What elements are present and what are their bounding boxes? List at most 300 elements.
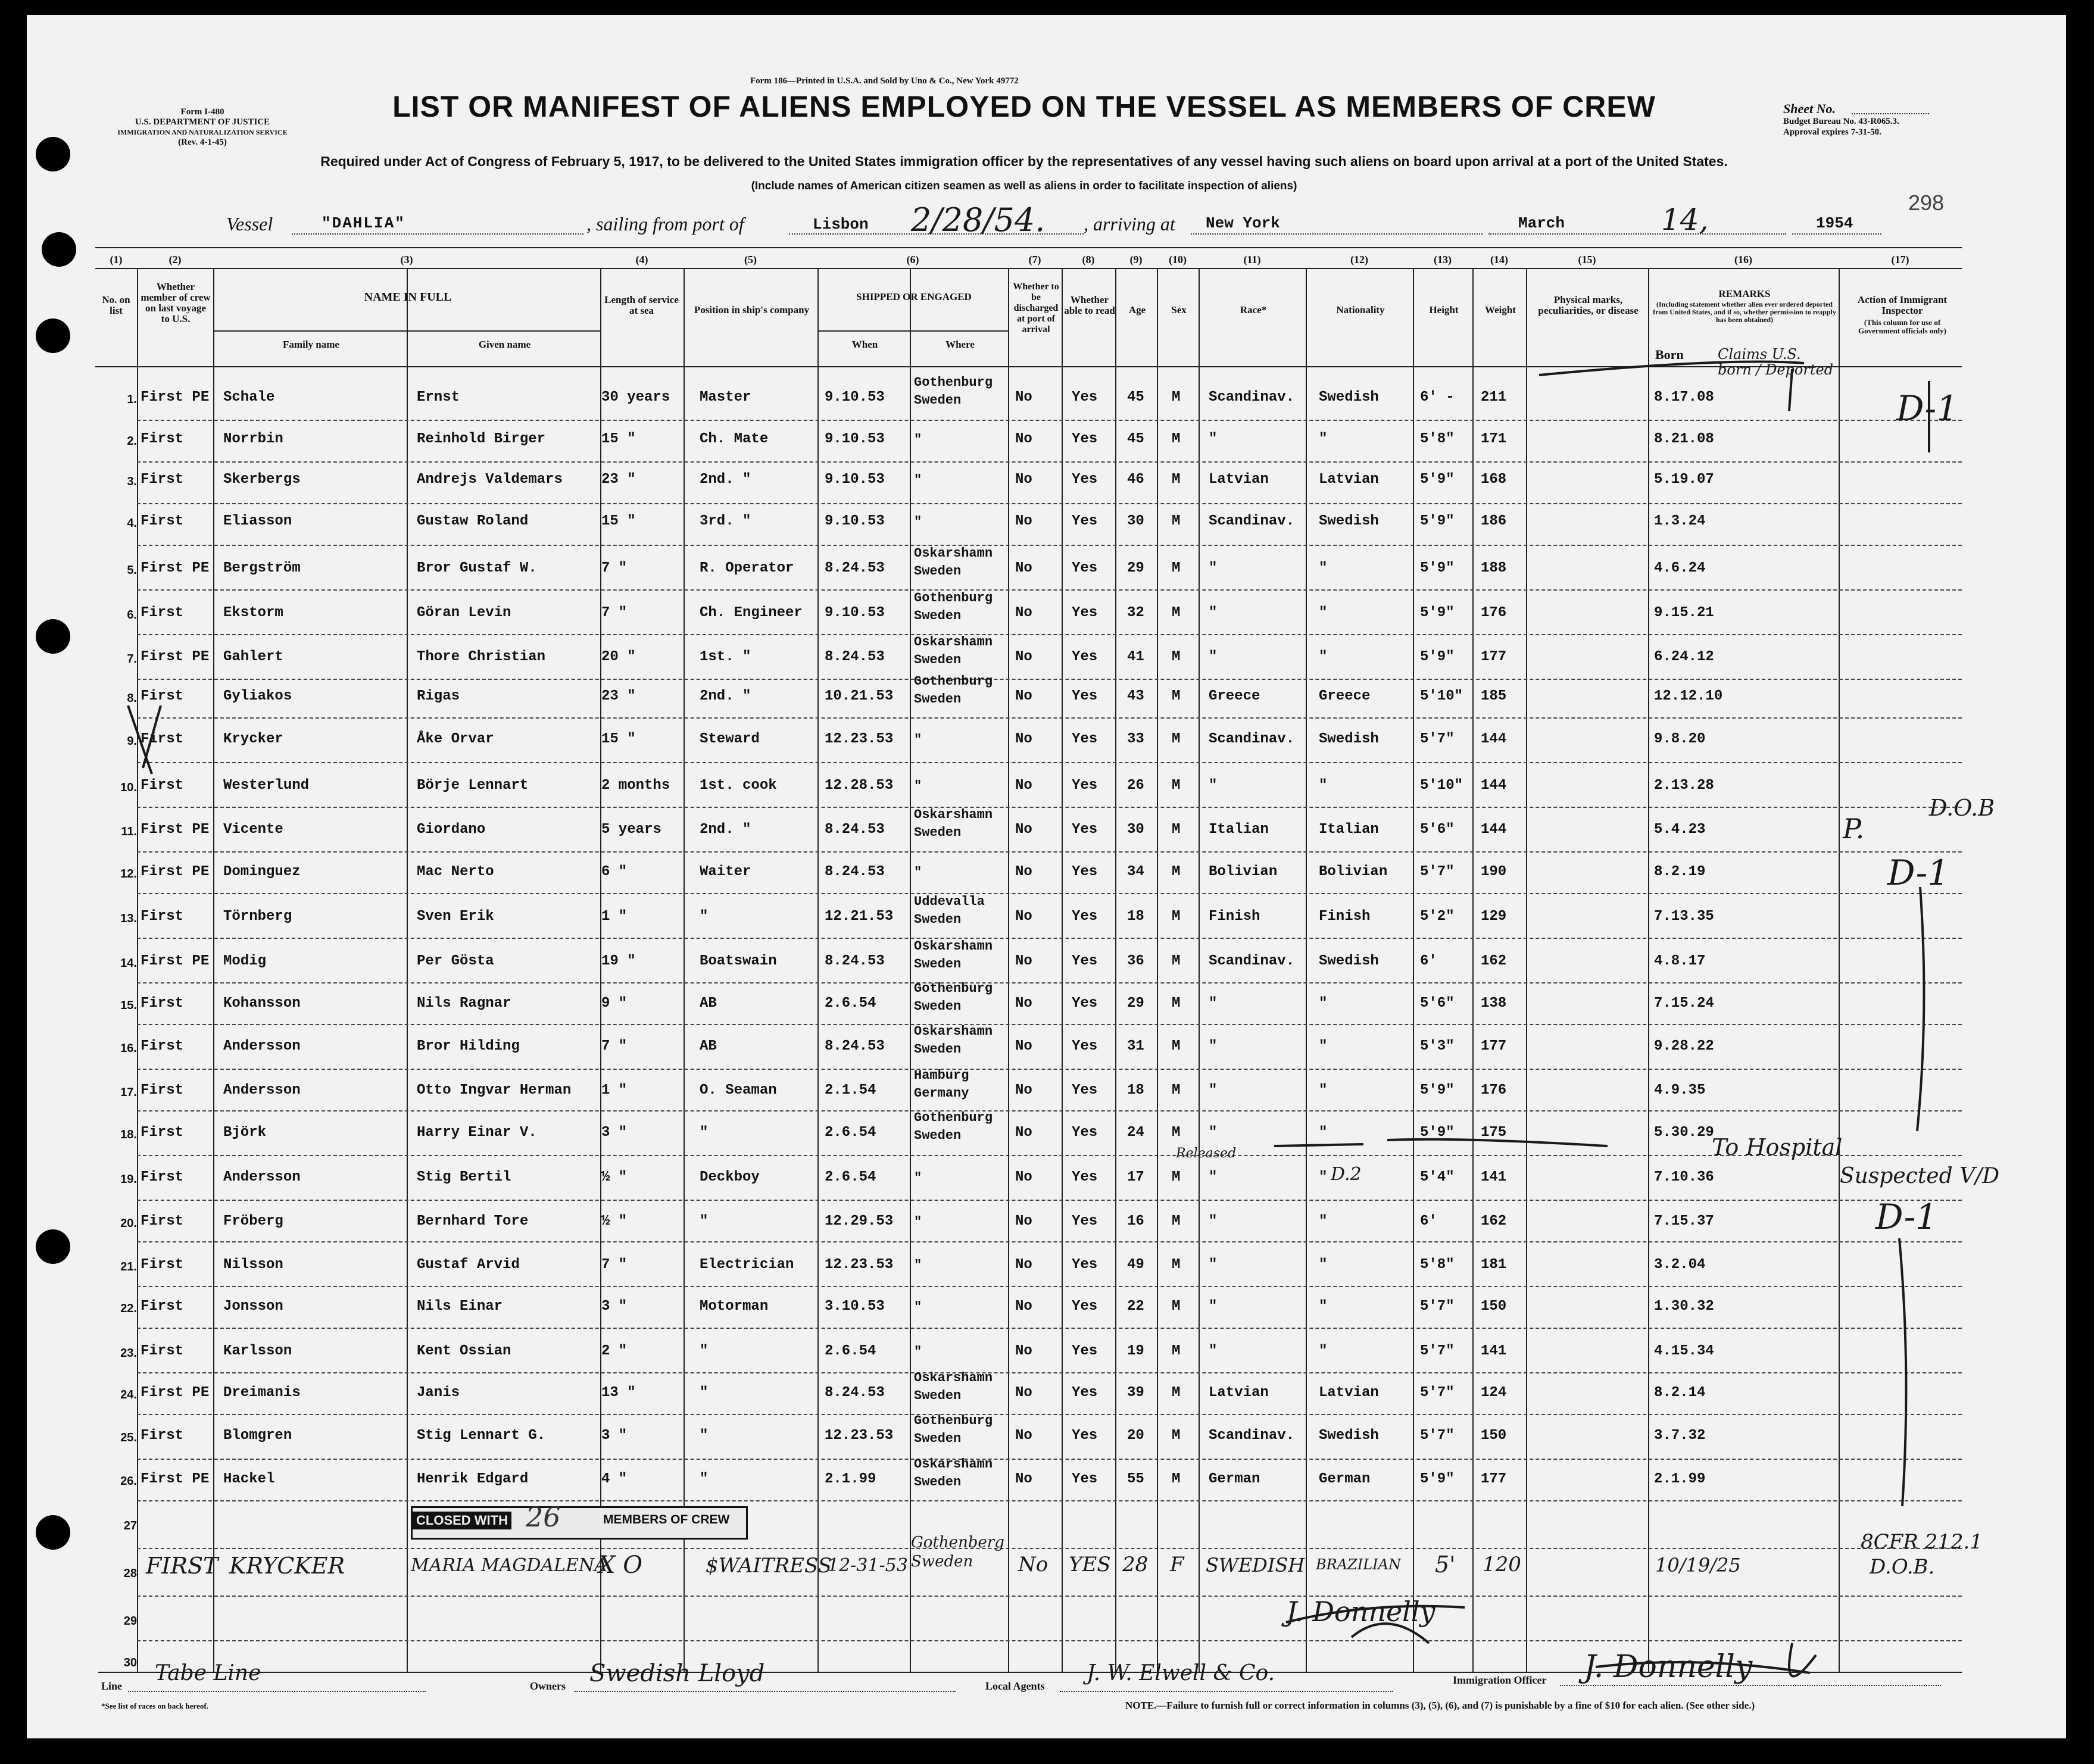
- cell-disch: No: [1015, 560, 1032, 576]
- cell-disch: No: [1015, 688, 1032, 704]
- cell-last: First: [141, 1038, 184, 1054]
- agents-label: Local Agents: [985, 1680, 1045, 1692]
- cell-height: 6': [1420, 953, 1437, 969]
- cell-where: ": [914, 865, 922, 880]
- cell-race: Scandinav.: [1209, 1428, 1295, 1444]
- cell-weight: 141: [1481, 1343, 1507, 1359]
- cell-born: 1.3.24: [1654, 513, 1706, 529]
- cell-disch: No: [1015, 649, 1032, 665]
- cell-position: ": [700, 1428, 709, 1444]
- cell-nat: Swedish: [1319, 389, 1379, 405]
- cell-last: First: [141, 995, 184, 1011]
- cell-height: 5'6": [1420, 995, 1455, 1011]
- cell-born: 7.13.35: [1654, 908, 1714, 925]
- cell-position: Electrician: [700, 1257, 794, 1273]
- cell-born: 12.12.10: [1654, 688, 1723, 704]
- cell-position: Deckboy: [700, 1169, 760, 1185]
- cell-age: 24: [1127, 1125, 1144, 1141]
- cell-service: 15 ": [601, 731, 636, 747]
- cell-age: 20: [1127, 1428, 1144, 1444]
- cell-race: Scandinav.: [1209, 389, 1295, 405]
- cell-race: Latvian: [1209, 1385, 1269, 1401]
- cell-age: 39: [1127, 1385, 1144, 1401]
- owners-dotted: [575, 1691, 956, 1692]
- cell-given: Mac Nerto: [417, 864, 494, 880]
- line-number: 1.: [127, 393, 137, 406]
- cell-born: 4.9.35: [1654, 1082, 1706, 1098]
- cell-when: 3.10.53: [825, 1298, 885, 1315]
- col10-header: Sex: [1171, 304, 1187, 316]
- r28-race: SWEDISH: [1206, 1554, 1305, 1576]
- cell-born: 8.2.14: [1654, 1385, 1706, 1401]
- cell-service: 7 ": [601, 1257, 628, 1273]
- cell-given: Per Gösta: [417, 953, 494, 969]
- cell-nat: ": [1319, 1082, 1328, 1098]
- cell-nat: Italian: [1319, 822, 1379, 838]
- cell-where: ": [914, 432, 922, 447]
- cell-position: 2nd. ": [700, 688, 751, 704]
- cell-sex: M: [1172, 605, 1181, 621]
- cell-nat: ": [1319, 1169, 1328, 1185]
- r28-given: MARIA MAGDALENA: [411, 1555, 607, 1576]
- cell-where: ": [914, 1170, 922, 1185]
- cell-position: AB: [700, 1038, 717, 1054]
- column-number: (17): [1891, 254, 1909, 266]
- cell-nat: Swedish: [1319, 731, 1379, 747]
- cell-given: Henrik Edgard: [417, 1471, 529, 1487]
- stamp-count: 26: [526, 1501, 561, 1533]
- form-identifier: Form I-480 U.S. DEPARTMENT OF JUSTICE IMMIGRATION AND NATURALIZATION SERVICE (Rev. 4-1-45): [117, 107, 288, 147]
- cell-given: Nils Ragnar: [417, 995, 511, 1011]
- col11-header: Race*: [1240, 304, 1267, 316]
- cell-read: Yes: [1072, 1038, 1098, 1054]
- cell-where: ": [914, 473, 922, 488]
- arrival-day-handwritten: 14,: [1661, 202, 1709, 237]
- cell-read: Yes: [1072, 513, 1098, 529]
- cell-nat: Bolivian: [1319, 864, 1388, 880]
- cell-sex: M: [1172, 472, 1181, 488]
- cell-nat: ": [1319, 649, 1328, 665]
- col1-header: No. on list: [102, 294, 130, 316]
- cell-height: 5'9": [1420, 513, 1455, 529]
- cell-read: Yes: [1072, 1385, 1098, 1401]
- cell-disch: No: [1015, 1471, 1032, 1487]
- cell-disch: No: [1015, 1257, 1032, 1273]
- cell-last: First: [141, 1343, 184, 1359]
- cell-sex: M: [1172, 864, 1181, 880]
- cell-nat: Greece: [1319, 688, 1371, 704]
- cell-service: 23 ": [601, 688, 636, 704]
- line-number: 29: [123, 1615, 137, 1628]
- cell-service: ½ ": [601, 1213, 628, 1229]
- cell-given: Reinhold Birger: [417, 431, 546, 447]
- budget-bureau: Budget Bureau No. 43-R065.3.: [1783, 117, 1899, 126]
- arriving-label: , arriving at: [1084, 213, 1175, 235]
- cell-given: Sven Erik: [417, 908, 494, 925]
- col3a-header: Family name: [283, 339, 339, 350]
- cell-race: ": [1209, 1169, 1218, 1185]
- suspected-note: Suspected V/D: [1840, 1164, 2000, 1188]
- col3b-header: Given name: [478, 339, 531, 350]
- vessel-label: Vessel: [226, 213, 273, 235]
- cell-read: Yes: [1072, 605, 1098, 621]
- line-number: 19.: [120, 1173, 137, 1186]
- line-number: 22.: [120, 1302, 137, 1315]
- cell-service: 3 ": [601, 1125, 628, 1141]
- approval-expiry: Approval expires 7-31-50.: [1783, 127, 1881, 137]
- cell-nat: ": [1319, 1125, 1328, 1141]
- cell-where: Gothenburg Sweden: [914, 1413, 993, 1446]
- cell-height: 5'7": [1420, 1385, 1455, 1401]
- cell-last: First PE: [141, 953, 210, 969]
- r28-age: 28: [1122, 1553, 1149, 1576]
- line-dotted: [128, 1691, 426, 1692]
- cell-last: First: [141, 908, 184, 925]
- cell-nat: Latvian: [1319, 472, 1379, 488]
- line-number: 10.: [120, 781, 137, 794]
- column-number: (4): [635, 254, 648, 266]
- cell-height: 5'8": [1420, 1257, 1455, 1273]
- cell-where: Uddevalla Sweden: [914, 894, 985, 927]
- cell-last: First: [141, 1082, 184, 1098]
- cell-disch: No: [1015, 1298, 1032, 1315]
- cell-sex: M: [1172, 1125, 1181, 1141]
- cell-race: ": [1209, 995, 1218, 1011]
- r28-nationality: BRAZILIAN: [1316, 1556, 1401, 1573]
- port-from: Lisbon: [813, 216, 869, 233]
- col14-header: Weight: [1485, 304, 1516, 316]
- line-number: 4.: [127, 517, 137, 530]
- cell-disch: No: [1015, 995, 1032, 1011]
- cell-nat: Finish: [1319, 908, 1371, 925]
- col17-header: Action of Immigrant Inspector: [1857, 294, 1948, 316]
- cell-age: 46: [1127, 472, 1144, 488]
- cell-sex: M: [1172, 953, 1181, 969]
- document-subtitle: Required under Act of Congress of February 5, 1917, to be delivered to the United States immigration officer by the representatives of any vessel having such aliens on board upon arrival at a port of the United States.: [320, 154, 1728, 169]
- cell-service: 7 ": [601, 560, 628, 576]
- cell-born: 3.7.32: [1654, 1428, 1706, 1444]
- cell-last: First: [141, 431, 184, 447]
- line-number: 18.: [120, 1128, 137, 1141]
- cell-weight: 211: [1481, 389, 1507, 405]
- cell-last: First PE: [141, 864, 210, 880]
- cell-nat: Swedish: [1319, 513, 1379, 529]
- col5-header: Position in ship's company: [694, 304, 810, 316]
- cell-born: 1.30.32: [1654, 1298, 1714, 1315]
- cell-position: Master: [700, 389, 751, 405]
- cell-family: Skerbergs: [223, 472, 301, 488]
- cell-age: 19: [1127, 1343, 1144, 1359]
- stamp-text-a: CLOSED WITH: [413, 1512, 511, 1529]
- cell-given: Janis: [417, 1385, 460, 1401]
- cell-age: 41: [1127, 649, 1144, 665]
- cell-height: 5'9": [1420, 472, 1455, 488]
- cell-given: Göran Levin: [417, 605, 511, 621]
- cell-race: ": [1209, 1213, 1218, 1229]
- cell-service: 19 ": [601, 953, 636, 969]
- cell-position: Ch. Engineer: [700, 605, 803, 621]
- cell-disch: No: [1015, 731, 1032, 747]
- col4-header: Length of service at sea: [604, 294, 679, 316]
- col8-header: Whether able to read: [1064, 294, 1115, 316]
- cell-family: Norrbin: [223, 431, 283, 447]
- cell-when: 8.24.53: [825, 864, 885, 880]
- r28-service: X O: [598, 1551, 642, 1579]
- races-note: *See list of races on back hereof.: [101, 1701, 208, 1710]
- cell-when: 8.24.53: [825, 649, 885, 665]
- cell-position: 1st. ": [700, 649, 751, 665]
- cell-nat: ": [1319, 605, 1328, 621]
- cell-position: Boatswain: [700, 953, 777, 969]
- cell-read: Yes: [1072, 472, 1098, 488]
- r28-family: KRYCKER: [229, 1553, 345, 1579]
- line-number: 24.: [120, 1388, 137, 1401]
- cell-service: 20 ": [601, 649, 636, 665]
- cell-when: 2.6.54: [825, 1343, 876, 1359]
- cell-height: 5'8": [1420, 431, 1455, 447]
- column-number: (16): [1734, 254, 1752, 266]
- cell-race: Latvian: [1209, 472, 1269, 488]
- cell-family: Kohansson: [223, 995, 301, 1011]
- cfr-note: 8CFR 212.1: [1861, 1530, 1983, 1554]
- cell-height: 5'7": [1420, 1428, 1455, 1444]
- cell-sex: M: [1172, 1385, 1181, 1401]
- line-number: 6.: [127, 608, 137, 622]
- agents-value: J. W. Elwell & Co.: [1087, 1661, 1275, 1685]
- cell-age: 17: [1127, 1169, 1144, 1185]
- cell-where: Hamburg Germany: [914, 1068, 969, 1101]
- d2-note: D.2: [1331, 1164, 1362, 1185]
- cell-family: Hackel: [223, 1471, 275, 1487]
- cell-born: 9.8.20: [1654, 731, 1706, 747]
- r28-weight: 120: [1483, 1553, 1521, 1576]
- cell-position: 2nd. ": [700, 472, 751, 488]
- cell-service: 2 months: [601, 778, 670, 794]
- cell-sex: M: [1172, 1257, 1181, 1273]
- cell-when: 8.24.53: [825, 953, 885, 969]
- action-d1-c: D-1: [1875, 1197, 1938, 1237]
- cell-nat: ": [1319, 1257, 1328, 1273]
- cell-age: 30: [1127, 822, 1144, 838]
- cell-age: 45: [1127, 389, 1144, 405]
- cell-position: O. Seaman: [700, 1082, 777, 1098]
- cell-weight: 176: [1481, 605, 1507, 621]
- cell-service: 15 ": [601, 431, 636, 447]
- cell-when: 9.10.53: [825, 472, 885, 488]
- cell-where: Gothenburg Sweden: [914, 1110, 993, 1143]
- released-note: Released: [1176, 1146, 1237, 1161]
- agents-dotted: [1060, 1691, 1393, 1692]
- cell-disch: No: [1015, 953, 1032, 969]
- column-number: (5): [744, 254, 757, 266]
- cell-read: Yes: [1072, 1298, 1098, 1315]
- cell-sex: M: [1172, 995, 1181, 1011]
- cell-given: Bror Hilding: [417, 1038, 520, 1054]
- line-value: Tabe Line: [155, 1661, 261, 1685]
- cell-read: Yes: [1072, 995, 1098, 1011]
- cell-race: ": [1209, 431, 1218, 447]
- officer-dotted: [1560, 1685, 1941, 1686]
- cell-race: German: [1209, 1471, 1260, 1487]
- line-number: 8.: [127, 692, 137, 705]
- action-dob-b: D.O.B.: [1870, 1555, 1935, 1579]
- cell-height: 5'9": [1420, 560, 1455, 576]
- cell-weight: 144: [1481, 778, 1507, 794]
- cell-height: 5'3": [1420, 1038, 1455, 1054]
- cell-read: Yes: [1072, 431, 1098, 447]
- col6a-header: When: [851, 339, 878, 350]
- cell-race: Finish: [1209, 908, 1260, 925]
- cell-nat: Swedish: [1319, 1428, 1379, 1444]
- cell-age: 31: [1127, 1038, 1144, 1054]
- cell-read: Yes: [1072, 731, 1098, 747]
- cell-sex: M: [1172, 688, 1181, 704]
- cell-race: Scandinav.: [1209, 953, 1295, 969]
- cell-position: ": [700, 908, 709, 925]
- column-number: (12): [1350, 254, 1368, 266]
- col6b-header: Where: [945, 339, 975, 350]
- cell-when: 9.10.53: [825, 513, 885, 529]
- cell-family: Bergström: [223, 560, 301, 576]
- cell-family: Andersson: [223, 1169, 301, 1185]
- cell-weight: 181: [1481, 1257, 1507, 1273]
- cell-weight: 171: [1481, 431, 1507, 447]
- cell-sex: M: [1172, 1038, 1181, 1054]
- line-number: 23.: [120, 1347, 137, 1360]
- cell-when: 12.23.53: [825, 731, 894, 747]
- cell-last: First: [141, 1125, 184, 1141]
- col15-header: Physical marks, peculiarities, or disease: [1538, 294, 1639, 316]
- col17-subheader: (This column for use of Government officials only): [1858, 318, 1947, 335]
- cell-service: ½ ": [601, 1169, 628, 1185]
- cell-family: Westerlund: [223, 778, 310, 794]
- cell-read: Yes: [1072, 822, 1098, 838]
- cell-where: Gothenburg Sweden: [914, 981, 993, 1014]
- cell-born: 5.30.29: [1654, 1125, 1714, 1141]
- cell-when: 2.6.54: [825, 1169, 876, 1185]
- cell-sex: M: [1172, 908, 1181, 925]
- cell-given: Börje Lennart: [417, 778, 529, 794]
- cell-when: 2.6.54: [825, 1125, 876, 1141]
- cell-given: Stig Bertil: [417, 1169, 511, 1185]
- cell-family: Törnberg: [223, 908, 292, 925]
- cell-disch: No: [1015, 1169, 1032, 1185]
- cell-age: 16: [1127, 1213, 1144, 1229]
- claims-deported-note: Claims U.S. born / Deported: [1718, 346, 1834, 378]
- cell-last: First PE: [141, 389, 210, 405]
- cell-given: Bernhard Tore: [417, 1213, 529, 1229]
- column-number: (11): [1243, 254, 1261, 266]
- col16-subheader: (Including statement whether alien ever ordered deported from United States, and if so, whether permission to reapply has been obtained): [1653, 300, 1836, 324]
- cell-height: 5'7": [1420, 1343, 1455, 1359]
- cell-position: ": [700, 1385, 709, 1401]
- col9-header: Age: [1128, 304, 1146, 316]
- cell-sex: M: [1172, 1169, 1181, 1185]
- cell-disch: No: [1015, 1082, 1032, 1098]
- r28-last: FIRST: [146, 1553, 219, 1579]
- cell-weight: 144: [1481, 822, 1507, 838]
- cell-race: ": [1209, 1125, 1218, 1141]
- cell-nat: ": [1319, 1038, 1328, 1054]
- cell-age: 49: [1127, 1257, 1144, 1273]
- cell-position: Steward: [700, 731, 760, 747]
- action-d1-a: D-1: [1896, 388, 1959, 429]
- cell-race: ": [1209, 1298, 1218, 1315]
- cell-race: Bolivian: [1209, 864, 1278, 880]
- cell-weight: 188: [1481, 560, 1507, 576]
- cell-race: ": [1209, 649, 1218, 665]
- cell-last: First PE: [141, 560, 210, 576]
- to-hospital-note: To Hospital: [1712, 1134, 1843, 1160]
- cell-where: Oskarshamn Sweden: [914, 1370, 993, 1403]
- cell-born: 5.19.07: [1654, 472, 1714, 488]
- cell-service: 7 ": [601, 1038, 628, 1054]
- cell-position: ": [700, 1471, 709, 1487]
- cell-read: Yes: [1072, 389, 1098, 405]
- cell-nat: ": [1319, 1298, 1328, 1315]
- column-number: (10): [1169, 254, 1187, 266]
- cell-born: 5.4.23: [1654, 822, 1706, 838]
- col16-header: REMARKS: [1718, 288, 1771, 299]
- arrival-year: 1954: [1816, 214, 1853, 232]
- cell-race: Scandinav.: [1209, 513, 1295, 529]
- cell-disch: No: [1015, 1038, 1032, 1054]
- action-d1-b: D-1: [1887, 853, 1950, 893]
- cell-given: Bror Gustaf W.: [417, 560, 537, 576]
- cell-sex: M: [1172, 1082, 1181, 1098]
- cell-given: Gustaf Arvid: [417, 1257, 520, 1273]
- line-number: 13.: [120, 912, 137, 925]
- cell-service: 4 ": [601, 1471, 628, 1487]
- cell-height: 5'9": [1420, 1471, 1455, 1487]
- cell-weight: 175: [1481, 1125, 1507, 1141]
- column-number: (9): [1129, 254, 1143, 266]
- cell-disch: No: [1015, 908, 1032, 925]
- cell-last: First PE: [141, 1471, 210, 1487]
- cell-weight: 141: [1481, 1169, 1507, 1185]
- cell-family: Dominguez: [223, 864, 301, 880]
- cell-given: Otto Ingvar Herman: [417, 1082, 572, 1098]
- cell-disch: No: [1015, 605, 1032, 621]
- cell-age: 36: [1127, 953, 1144, 969]
- cell-family: Ekstorm: [223, 605, 283, 621]
- cell-given: Giordano: [417, 822, 486, 838]
- line-number: 7.: [127, 652, 137, 666]
- cell-when: 9.10.53: [825, 605, 885, 621]
- column-number: (1): [110, 254, 123, 266]
- cell-where: ": [914, 1300, 922, 1315]
- cell-position: ": [700, 1213, 709, 1229]
- cell-read: Yes: [1072, 908, 1098, 925]
- sailing-label: , sailing from port of: [586, 213, 744, 235]
- cell-where: ": [914, 514, 922, 529]
- cell-weight: 124: [1481, 1385, 1507, 1401]
- line-number: 9.: [127, 735, 137, 748]
- cell-read: Yes: [1072, 1213, 1098, 1229]
- cell-weight: 162: [1481, 1213, 1507, 1229]
- cell-last: First: [141, 688, 184, 704]
- cell-read: Yes: [1072, 1257, 1098, 1273]
- cell-born: 6.24.12: [1654, 649, 1714, 665]
- cell-weight: 177: [1481, 1471, 1507, 1487]
- cell-age: 33: [1127, 731, 1144, 747]
- cell-height: 5'9": [1420, 649, 1455, 665]
- cell-race: ": [1209, 1082, 1218, 1098]
- cell-position: R. Operator: [700, 560, 794, 576]
- line-number: 16.: [120, 1042, 137, 1055]
- cell-when: 8.24.53: [825, 1385, 885, 1401]
- action-p: P.: [1843, 813, 1865, 845]
